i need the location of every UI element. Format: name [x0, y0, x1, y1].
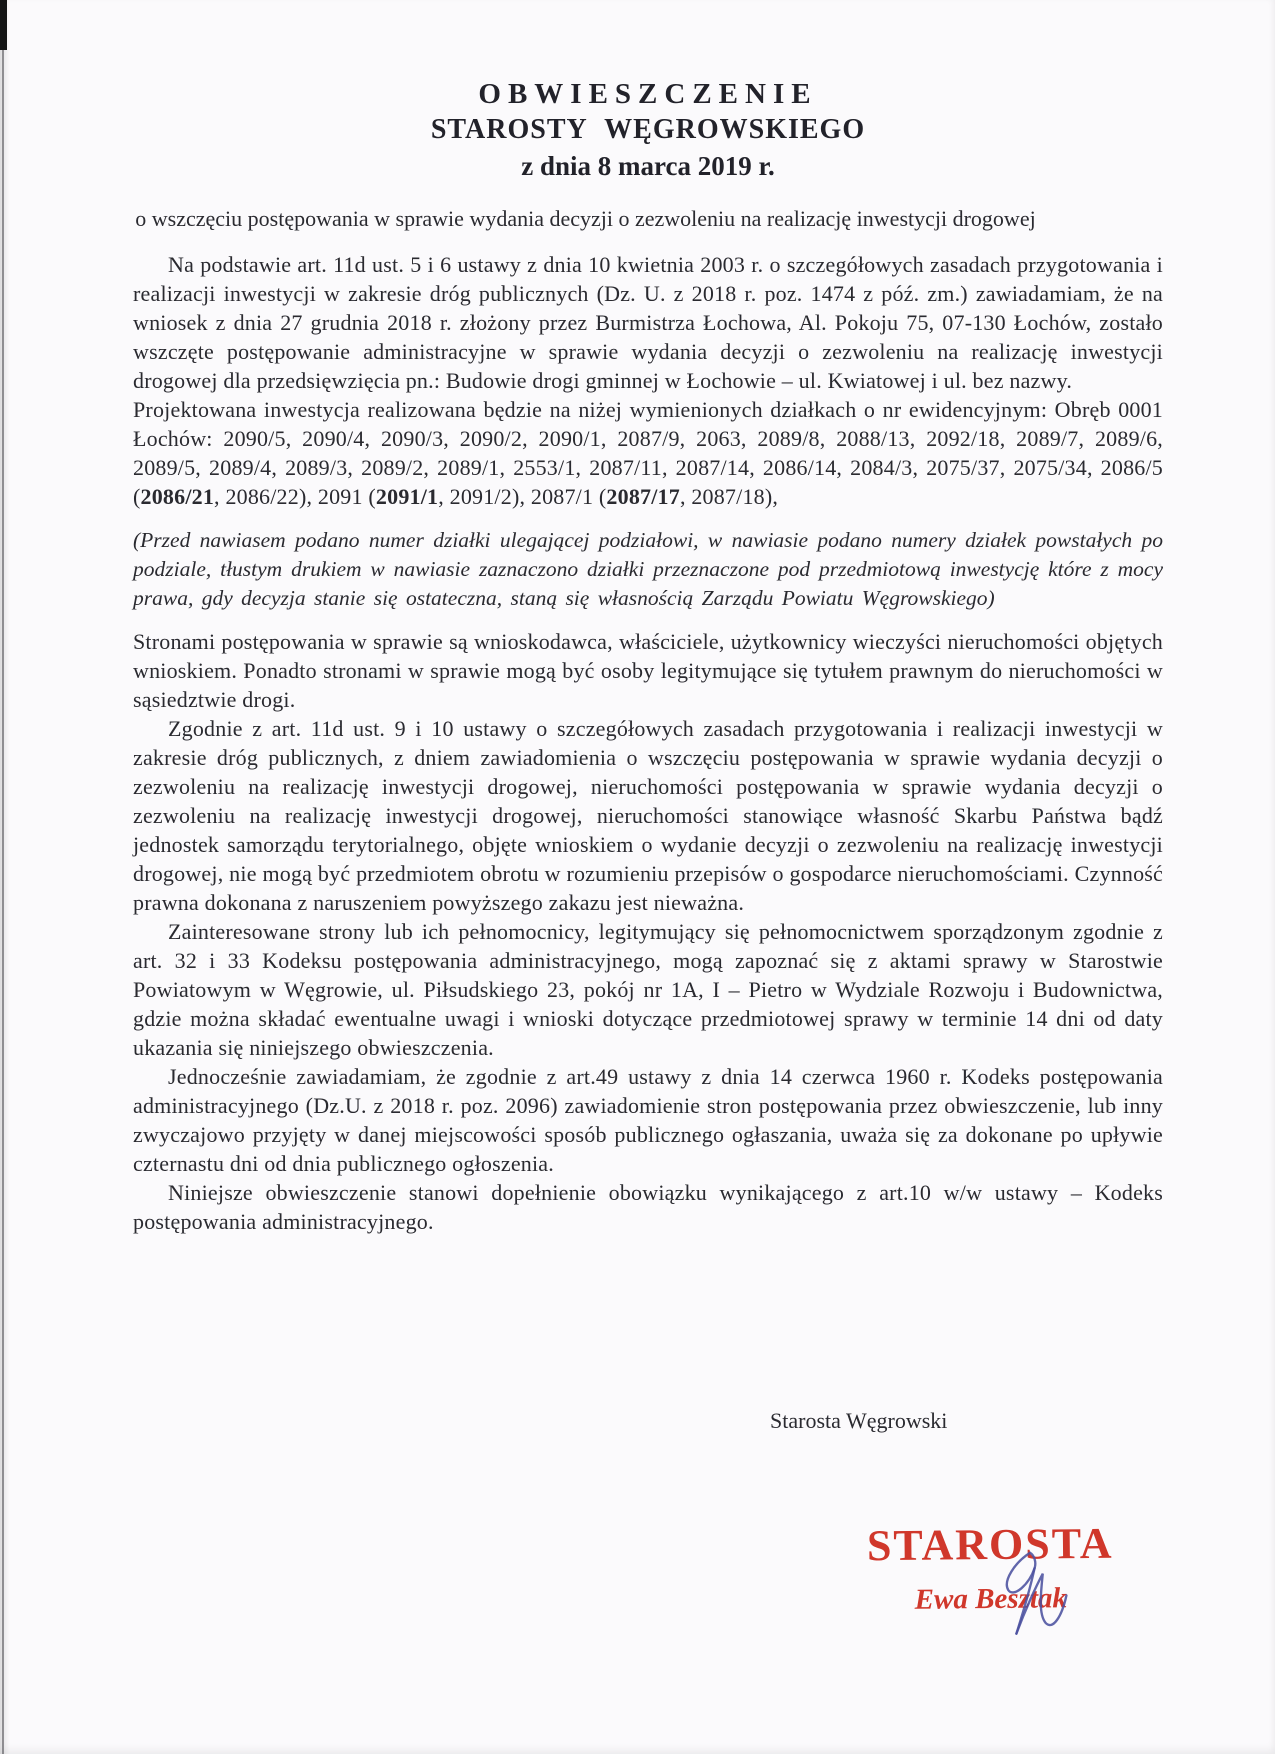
parcel-bold-2: 2091/1 — [375, 484, 439, 509]
paragraph-inspection-info: Zainteresowane strony lub ich pełnomocnicy, legitymujący się pełnomocnictwem sporządzonym zgodnie z art. 32 i 33 Kodeksu postępowania administracyjnego, mogą zapoznać się z aktami sprawy w Starostwie Powiatowym w Węgrowie, ul. Piłsudskiego 23, pokój nr 1A, I – Pietro w Wydziale Rozwoju i Budownictwa, gdzie można składać ewentualne uwagi i wnioski dotyczące przedmiotowej sprawy w terminie 14 dni od daty ukazania się niniejszego obwieszczenia. — [133, 919, 1163, 1060]
notice-title: OBWIESZCZENIE — [478, 78, 818, 110]
parcel-tail: , 2087/18), — [679, 484, 779, 509]
stamp-name-text: Ewa Besztak — [914, 1582, 1068, 1616]
paragraph-parties: Stronami postępowania w sprawie są wnioskodawca, właściciele, użytkownicy wieczyści nieruchomości objętych wnioskiem. Ponadto stronami w sprawie mogą być osoby legitymujące się tytułem prawnym do nieruchomości w sąsiedztwie drogi. — [133, 629, 1163, 712]
document-header — [133, 76, 1163, 184]
paragraph-art49: Jednocześnie zawiadamiam, że zgodnie z art.49 ustawy z dnia 14 czerwca 1960 r. Kodeks postępowania administracyjnego (Dz.U. z 2018 r. poz. 2096) zawiadomienie stron postępowania przez obwieszczenie, lub inny zwyczajowo przyjęty w danej miejscowości sposób publicznego ogłaszania, uważa się za dokonane po upływie czternastu dni od dnia publicznego ogłoszenia. — [133, 1064, 1163, 1176]
paragraph-art11d: Zgodnie z art. 11d ust. 9 i 10 ustawy o szczegółowych zasadach przygotowania i realizacji inwestycji w zakresie dróg publicznych, z dniem zawiadomienia o wszczęciu postępowania w sprawie wydania decyzji o zezwoleniu na realizację inwestycji drogowej, nieruchomości postępowania w sprawie wydania decyzji o zezwoleniu na realizację inwestycji drogowej, nieruchomości stanowiące własność Skarbu Państwa bądź jednostek samorządu terytorialnego, objęte wnioskiem o wydanie decyzji o zezwoleniu na realizację inwestycji drogowej, nie mogą być przedmiotem obrotu w rozumieniu przepisów o gospodarce nieruchomościami. Czynność prawna dokonana z naruszeniem powyższego zakazu jest nieważna. — [133, 716, 1163, 915]
parcel-mid-2: , 2091/2), 2087/1 ( — [438, 484, 607, 509]
paragraph-art10: Niniejsze obwieszczenie stanowi dopełnienie obowiązku wynikającego z art.10 w/w ustawy – Kodeks postępowania administracyjnego. — [133, 1180, 1163, 1234]
paragraph-legal-basis: Na podstawie art. 11d ust. 5 i 6 ustawy z dnia 10 kwietnia 2003 r. o szczegółowych zasadach przygotowania i realizacji inwestycji w zakresie dróg publicznych (Dz. U. z 2018 r. poz. 1474 z póź. zm.) zawiadamiam, że na wniosek z dnia 27 grudnia 2018 r. złożony przez Burmistrza Łochowa, Al. Pokoju 75, 07-130 Łochów, zostało wszczęte postępowanie administracyjne w sprawie wydania decyzji o zezwoleniu na realizację inwestycji drogowej dla przedsięwzięcia pn.: Budowie drogi gminnej w Łochowie – ul. Kwiatowej i ul. bez nazwy. — [133, 252, 1163, 393]
handwritten-signature — [968, 1540, 1083, 1640]
parcel-bold-3: 2087/17 — [606, 484, 680, 509]
paragraph-parcel-list — [133, 395, 1163, 511]
parcel-bold-1: 2086/21 — [140, 484, 215, 509]
scan-edge-line-artifact — [2, 0, 4, 1754]
parcel-list-lead: Projektowana inwestycja realizowana będzie na niżej wymienionych działkach o nr ewidencyjnym: Obręb 0001 Łochów: 2090/5, 2090/4, 2090/3, 2090/2, 2090/1, 2087/9, 2063, 2089/8, 2088/13, 2092/18, 2089/7, 2089/6, 2089/5, 2089/4, 2089/3, 2089/2, 2089/1, 2553/1, 2087/11, 2087/14, 2086/14, 2084/3, 2075/37, 2075/34, 2086/5 ( — [133, 397, 1163, 509]
parcel-mid-1: , 2086/22), 2091 ( — [214, 484, 376, 509]
signer-title: Starosta Węgrowski — [770, 1408, 948, 1433]
subject-line: o wszczęciu postępowania w sprawie wydania decyzji o zezwoleniu na realizację inwestycji drogowej — [135, 206, 1036, 231]
paragraph-italic-note: (Przed nawiasem podano numer działki ulegającej podziałowi, w nawiasie podano numery działek powstałych po podziale, tłustym drukiem w nawiasie zaznaczono działki przeznaczone pod przedmiotową inwestycję które z mocy prawa, gdy decyzja stanie się ostateczna, staną się własnością Zarządu Powiatu Węgrowskiego) — [133, 528, 1163, 610]
stamp-role-text: STAROSTA — [866, 1518, 1114, 1571]
document-content — [133, 76, 1163, 1236]
scan-edge-black-artifact — [0, 0, 7, 50]
issuer-title: STAROSTY WĘGROWSKIEGO — [430, 114, 866, 145]
date-line: z dnia 8 marca 2019 r. — [521, 151, 775, 181]
